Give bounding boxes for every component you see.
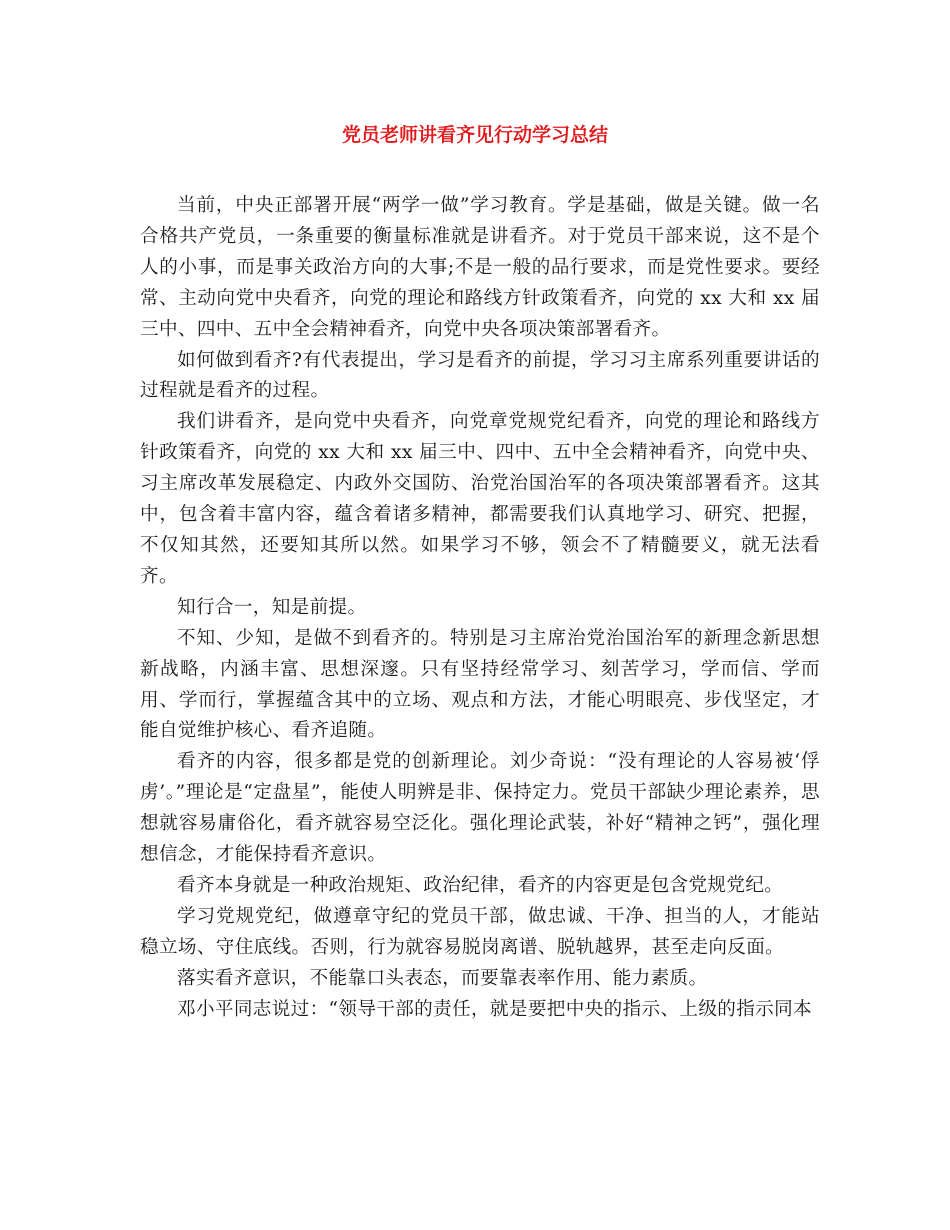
paragraph: 看齐的内容，很多都是党的创新理论。刘少奇说：“没有理论的人容易被‘俘虏’。”理论是“定盘星”，能使人明辨是非、保持定力。党员干部缺少理论素养，思想就容易庸俗化，看齐就容易空泛化。强化理论武装，补好“精神之钙”，强化理想信念，才能保持看齐意识。 [140,751,820,866]
paragraph: 知行合一，知是前提。 [177,596,367,618]
document-body [140,191,820,1025]
paragraph: 学习党规党纪，做遵章守纪的党员干部，做忠诚、干净、担当的人，才能站稳立场、守住底线。否则，行为就容易脱岗离谱、脱轨越界，甚至走向反面。 [140,905,820,958]
paragraph: 看齐本身就是一种政治规矩、政治纪律，看齐的内容更是包含党规党纪。 [177,874,784,896]
paragraph: 当前，中央正部署开展“两学一做”学习教育。学是基础，做是关键。做一名合格共产党员，一条重要的衡量标准就是讲看齐。对于党员干部来说，这不是个人的小事，而是事关政治方向的大事;不是一般的品行要求，而是党性要求。要经常、主动向党中央看齐，向党的理论和路线方针政策看齐，向党的 xx 大和 xx 届三中、四中、五中全会精神看齐，向党中央各项决策部署看齐。 [140,195,820,340]
document-title: 党员老师讲看齐见行动学习总结 [341,124,608,146]
paragraph: 落实看齐意识，不能靠口头表态，而要靠表率作用、能力素质。 [177,967,708,989]
paragraph: 不知、少知，是做不到看齐的。特别是习主席治党治国治军的新理念新思想新战略，内涵丰富、思想深邃。只有坚持经常学习、刻苦学习，学而信、学而用、学而行，掌握蕴含其中的立场、观点和方法，才能心明眼亮、步伐坚定，才能自觉维护核心、看齐追随。 [140,627,820,742]
paragraph: 如何做到看齐?有代表提出，学习是看齐的前提，学习习主席系列重要讲话的过程就是看齐的过程。 [140,349,820,402]
paragraph: 邓小平同志说过：“领导干部的责任，就是要把中央的指示、上级的指示同本 [177,998,813,1020]
paragraph: 我们讲看齐，是向党中央看齐，向党章党规党纪看齐，向党的理论和路线方针政策看齐，向党的 xx 大和 xx 届三中、四中、五中全会精神看齐，向党中央、习主席改革发展稳定、内政外交国防、治党治国治军的各项决策部署看齐。这其中，包含着丰富内容，蕴含着诸多精神，都需要我们认真地学习、研究、把握，不仅知其然，还要知其所以然。如果学习不够，领会不了精髓要义，就无法看齐。 [140,411,820,587]
